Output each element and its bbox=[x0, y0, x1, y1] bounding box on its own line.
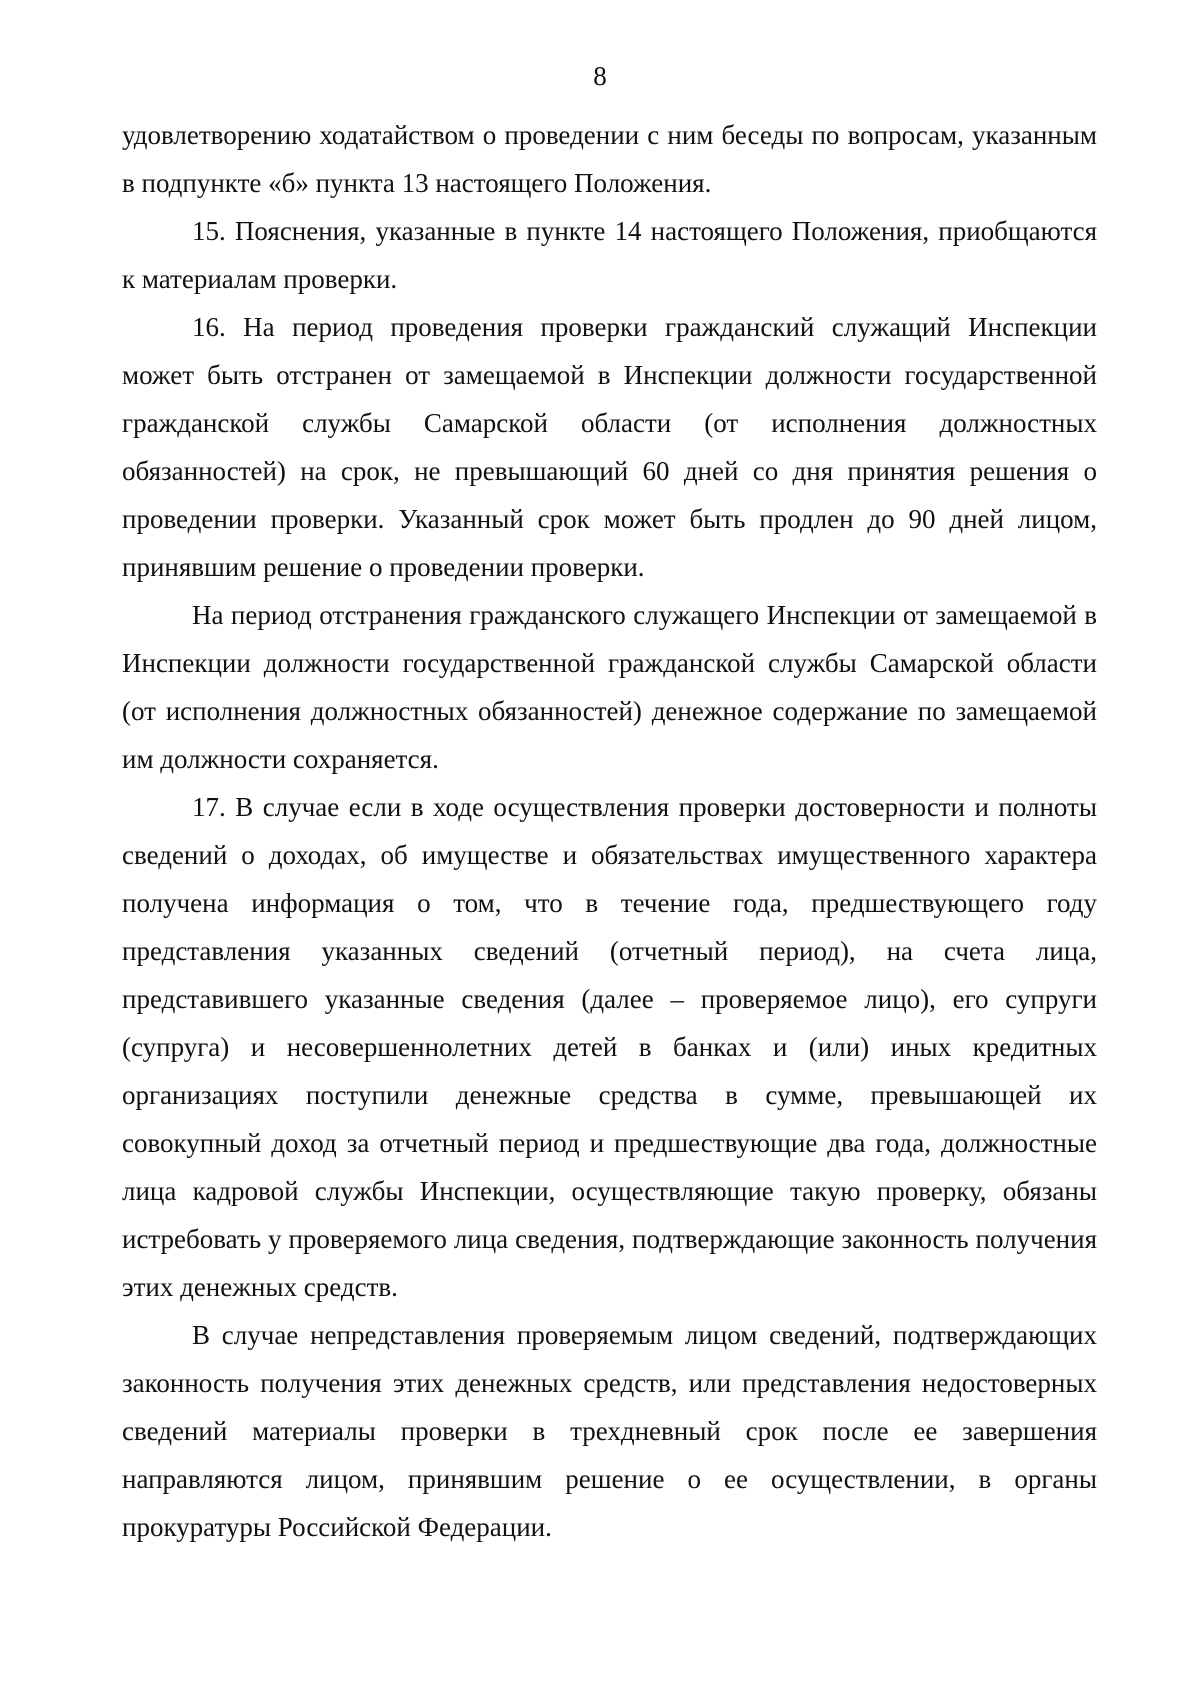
paragraph-16: 16. На период проведения проверки гражданский служащий Инспекции может быть отстранен от замещаемой в Инспекции должности государственной гражданской службы Самарской области (от исполнения должностных обязанностей) на срок, не превышающий 60 дней со дня принятия решения о проведении проверки. Указанный срок может быть продлен до 90 дней лицом, принявшим решение о проведении проверки. bbox=[122, 312, 1097, 582]
paragraph-17-prosecutor: В случае непредставления проверяемым лицом сведений, подтверждающих законность получения этих денежных средств, или представления недостоверных сведений материалы проверки в трехдневный срок после ее завершения направляются лицом, принявшим решение о ее осуществлении, в органы прокуратуры Российской Федерации. bbox=[122, 1320, 1097, 1542]
document-body bbox=[122, 111, 1097, 1551]
paragraph-16-suspension-pay: На период отстранения гражданского служащего Инспекции от замещаемой в Инспекции должности государственной гражданской службы Самарской области (от исполнения должностных обязанностей) денежное содержание по замещаемой им должности сохраняется. bbox=[122, 600, 1097, 774]
paragraph-continuation: удовлетворению ходатайством о проведении с ним беседы по вопросам, указанным в подпункте «б» пункта 13 настоящего Положения. bbox=[122, 120, 1097, 198]
paragraph-15: 15. Пояснения, указанные в пункте 14 настоящего Положения, приобщаются к материалам проверки. bbox=[122, 216, 1097, 294]
paragraph-17: 17. В случае если в ходе осуществления проверки достоверности и полноты сведений о доходах, об имуществе и обязательствах имущественного характера получена информация о том, что в течение года, предшествующего году представления указанных сведений (отчетный период), на счета лица, представившего указанные сведения (далее – проверяемое лицо), его супруги (супруга) и несовершеннолетних детей в банках и (или) иных кредитных организациях поступили денежные средства в сумме, превышающей их совокупный доход за отчетный период и предшествующие два года, должностные лица кадровой службы Инспекции, осуществляющие такую проверку, обязаны истребовать у проверяемого лица сведения, подтверждающие законность получения этих денежных средств. bbox=[122, 792, 1097, 1302]
page-number: 8 bbox=[593, 61, 607, 91]
